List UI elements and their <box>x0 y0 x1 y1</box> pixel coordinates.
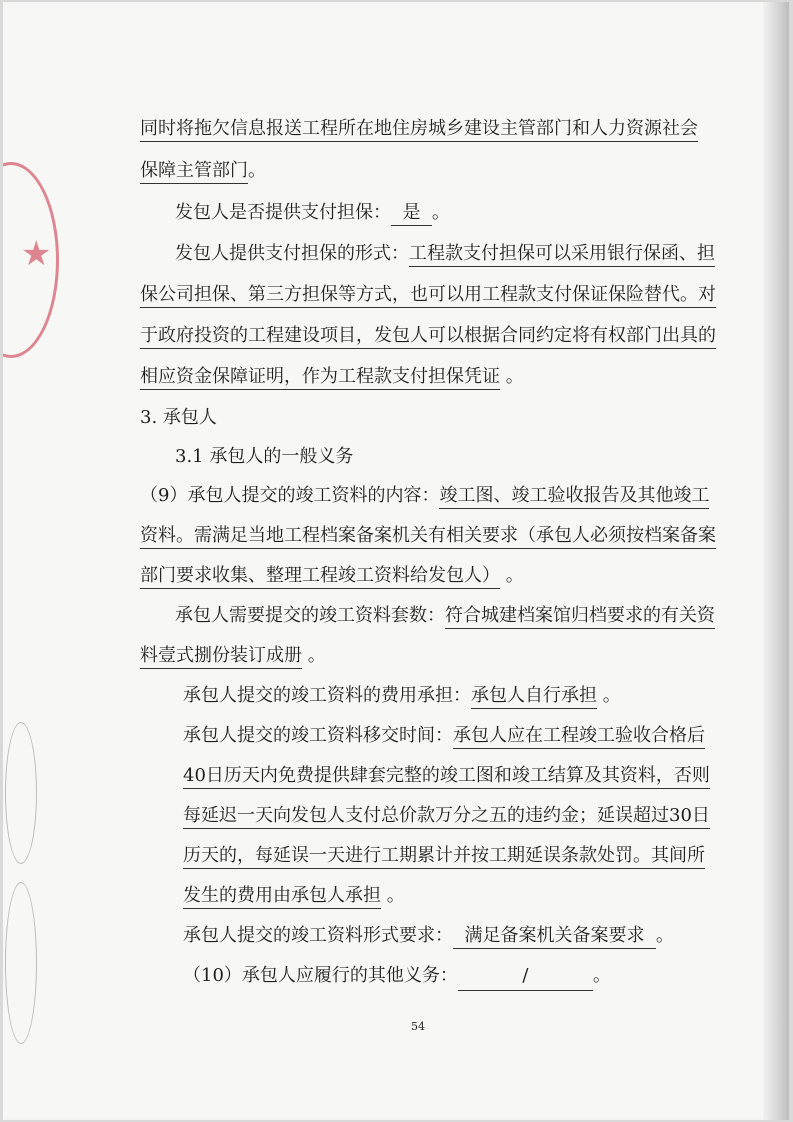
text-line <box>183 964 611 991</box>
subsection-heading: 3.1 承包人的一般义务 <box>175 446 354 467</box>
text-line <box>183 884 405 908</box>
field-value: 部门要求收集、整理工程竣工资料给发包人） <box>140 565 500 589</box>
text-line <box>140 564 524 588</box>
field-value: 每延迟一天向发包人支付总价款万分之五的违约金；延误超过30日 <box>183 805 710 829</box>
seal-star-icon: ★ <box>21 234 52 274</box>
field-label: 承包人需要提交的竣工资料套数： <box>175 605 445 626</box>
field-value: 相应资金保障证明，作为工程款支付担保凭证 <box>140 366 500 390</box>
text-line <box>183 804 710 828</box>
punctuation: 。 <box>381 885 405 906</box>
field-value: 承包人应在工程竣工验收合格后 <box>453 725 705 749</box>
page-number: 54 <box>411 1020 425 1033</box>
payment-guarantee-question <box>175 201 450 225</box>
punctuation: 。 <box>500 565 524 586</box>
text-line <box>183 924 674 948</box>
text-line <box>140 644 326 668</box>
document-page <box>3 2 789 1120</box>
field-label: （9）承包人提交的竣工资料的内容： <box>140 485 440 506</box>
field-value: 是 <box>391 202 432 226</box>
field-value: 保公司担保、第三方担保等方式，也可以用工程款支付保证保险替代。对 <box>140 284 716 308</box>
field-label: 承包人提交的竣工资料的费用承担： <box>183 685 471 706</box>
field-value: / <box>458 964 593 991</box>
field-value: 资料。需满足当地工程档案备案机关有相关要求（承包人必须按档案备案 <box>140 525 716 549</box>
punctuation: 。 <box>500 366 524 387</box>
field-label: 承包人提交的竣工资料移交时间： <box>183 725 453 746</box>
text-line <box>140 484 709 508</box>
binding-shadow <box>763 2 789 1120</box>
text-line <box>140 365 524 389</box>
field-value: 发生的费用由承包人承担 <box>183 885 381 909</box>
field-label: 发包人提供支付担保的形式： <box>175 243 409 264</box>
field-value: 历天的，每延误一天进行工期累计并按工期延误条款处罚。其间所 <box>183 845 705 869</box>
punctuation: 。 <box>302 645 326 666</box>
underlined-text: 同时将拖欠信息报送工程所在地住房城乡建设主管部门和人力资源社会 <box>140 118 698 142</box>
text-line <box>140 283 716 307</box>
field-value: 满足备案机关备案要求 <box>453 925 656 949</box>
field-value: 40日历天内免费提供肆套完整的竣工图和竣工结算及其资料，否则 <box>183 765 710 789</box>
text-line <box>183 724 705 748</box>
punctuation: 。 <box>655 925 674 946</box>
text-line <box>183 844 705 868</box>
field-label: 发包人是否提供支付担保： <box>175 202 391 223</box>
field-label: 承包人提交的竣工资料形式要求： <box>183 925 453 946</box>
underlined-text: 保障主管部门 <box>140 160 248 184</box>
field-label: （10）承包人应履行的其他义务： <box>183 965 458 986</box>
field-value: 符合城建档案馆归档要求的有关资 <box>445 605 715 629</box>
field-value: 竣工图、竣工验收报告及其他竣工 <box>439 485 709 509</box>
text-line <box>175 604 715 628</box>
field-value: 工程款支付担保可以采用银行保函、担 <box>409 243 715 267</box>
punctuation: 。 <box>592 965 611 986</box>
field-value: 承包人自行承担 <box>471 685 597 709</box>
text-line <box>140 324 716 348</box>
field-value: 于政府投资的工程建设项目，发包人可以根据合同约定将有权部门出具的 <box>140 325 716 349</box>
text-line <box>183 764 710 788</box>
text-line <box>175 242 715 266</box>
text-line <box>140 117 698 141</box>
punctuation: 。 <box>248 160 266 181</box>
faint-seal-mark <box>5 722 37 864</box>
text-line <box>183 684 621 708</box>
text-line <box>140 524 716 548</box>
text-line <box>140 159 266 183</box>
section-heading: 3. 承包人 <box>140 407 217 428</box>
faint-seal-mark <box>5 882 37 1044</box>
punctuation: 。 <box>597 685 621 706</box>
punctuation: 。 <box>431 202 450 223</box>
field-value: 料壹式捌份装订成册 <box>140 645 302 669</box>
